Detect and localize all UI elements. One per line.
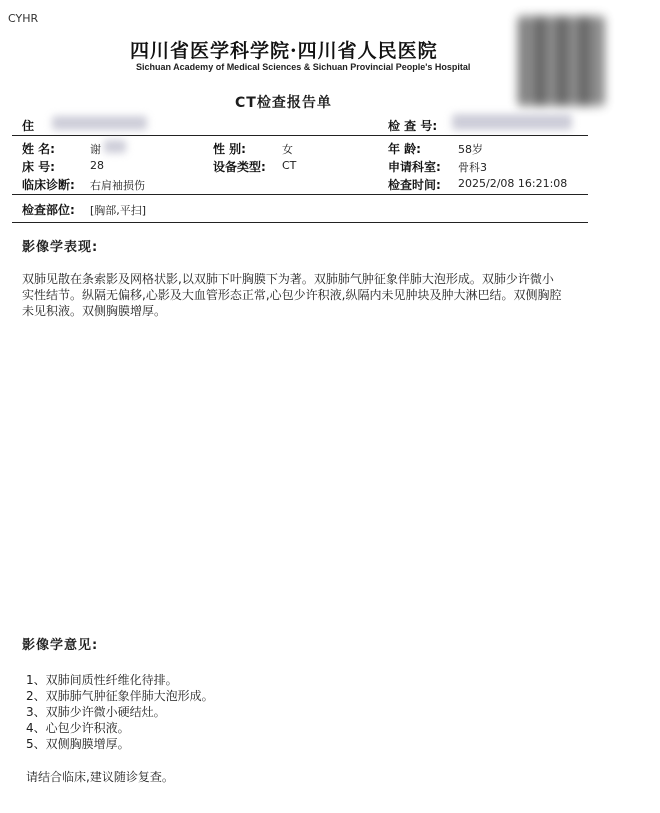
device-type-label: 设备类型: — [213, 160, 266, 174]
diagnosis-value: 右肩袖损伤 — [90, 179, 145, 192]
bed-label: 床 号: — [22, 160, 55, 174]
findings-text: 双肺见散在条索影及网格状影,以双肺下叶胸膜下为著。双肺肺气肿征象伴肺大泡形成。双肺少许微小实性结节。纵隔无偏移,心影及大血管形态正常,心包少许积液,纵隔内未见肿块及肿大淋巴结。双侧胸腔未见积液。双侧胸膜增厚。 — [22, 272, 562, 318]
bed-value: 28 — [90, 159, 104, 172]
hospital-name-en: Sichuan Academy of Medical Sciences & Sichuan Provincial People's Hospital — [136, 62, 471, 72]
redacted-inpatient-no — [52, 116, 147, 130]
diagnosis-label: 临床诊断: — [22, 178, 75, 192]
findings-title: 影像学表现: — [22, 240, 99, 255]
name-label: 姓 名: — [22, 142, 55, 156]
device-type-value: CT — [282, 159, 297, 172]
age-value: 58岁 — [458, 143, 483, 156]
redacted-exam-no — [452, 114, 572, 130]
exam-no-label: 检 查 号: — [388, 119, 438, 133]
header-divider-top — [12, 135, 588, 136]
exam-time-value: 2025/2/08 16:21:08 — [458, 177, 568, 190]
name-value: 谢 — [90, 143, 101, 156]
sex-value: 女 — [282, 143, 293, 156]
report-title: CT检查报告单 — [235, 95, 332, 111]
dept-label: 申请科室: — [388, 160, 441, 174]
sex-label: 性 别: — [213, 142, 246, 156]
inpatient-label: 住 — [22, 119, 35, 133]
dept-value: 骨科3 — [458, 161, 487, 174]
header-divider-mid — [12, 194, 588, 195]
impression-title: 影像学意见: — [22, 638, 99, 653]
corner-code: CYHR — [8, 12, 39, 25]
hospital-name-cn: 四川省医学科学院·四川省人民医院 — [130, 40, 438, 62]
header-divider-bottom — [12, 222, 588, 223]
impression-item: 3、双肺少许微小硬结灶。 — [26, 705, 166, 719]
impression-item: 5、双侧胸膜增厚。 — [26, 737, 130, 751]
impression-item: 2、双肺肺气肿征象伴肺大泡形成。 — [26, 689, 214, 703]
redacted-name — [104, 140, 126, 153]
age-label: 年 龄: — [388, 142, 421, 156]
exam-part-label: 检查部位: — [22, 203, 75, 217]
impression-item: 4、心包少许积液。 — [26, 721, 130, 735]
exam-time-label: 检查时间: — [388, 178, 441, 192]
exam-part-value: [胸部,平扫] — [90, 204, 147, 217]
follow-up-advice: 请结合临床,建议随诊复查。 — [26, 770, 174, 784]
qr-code-blurred — [518, 16, 604, 106]
impression-item: 1、双肺间质性纤维化待排。 — [26, 673, 178, 687]
